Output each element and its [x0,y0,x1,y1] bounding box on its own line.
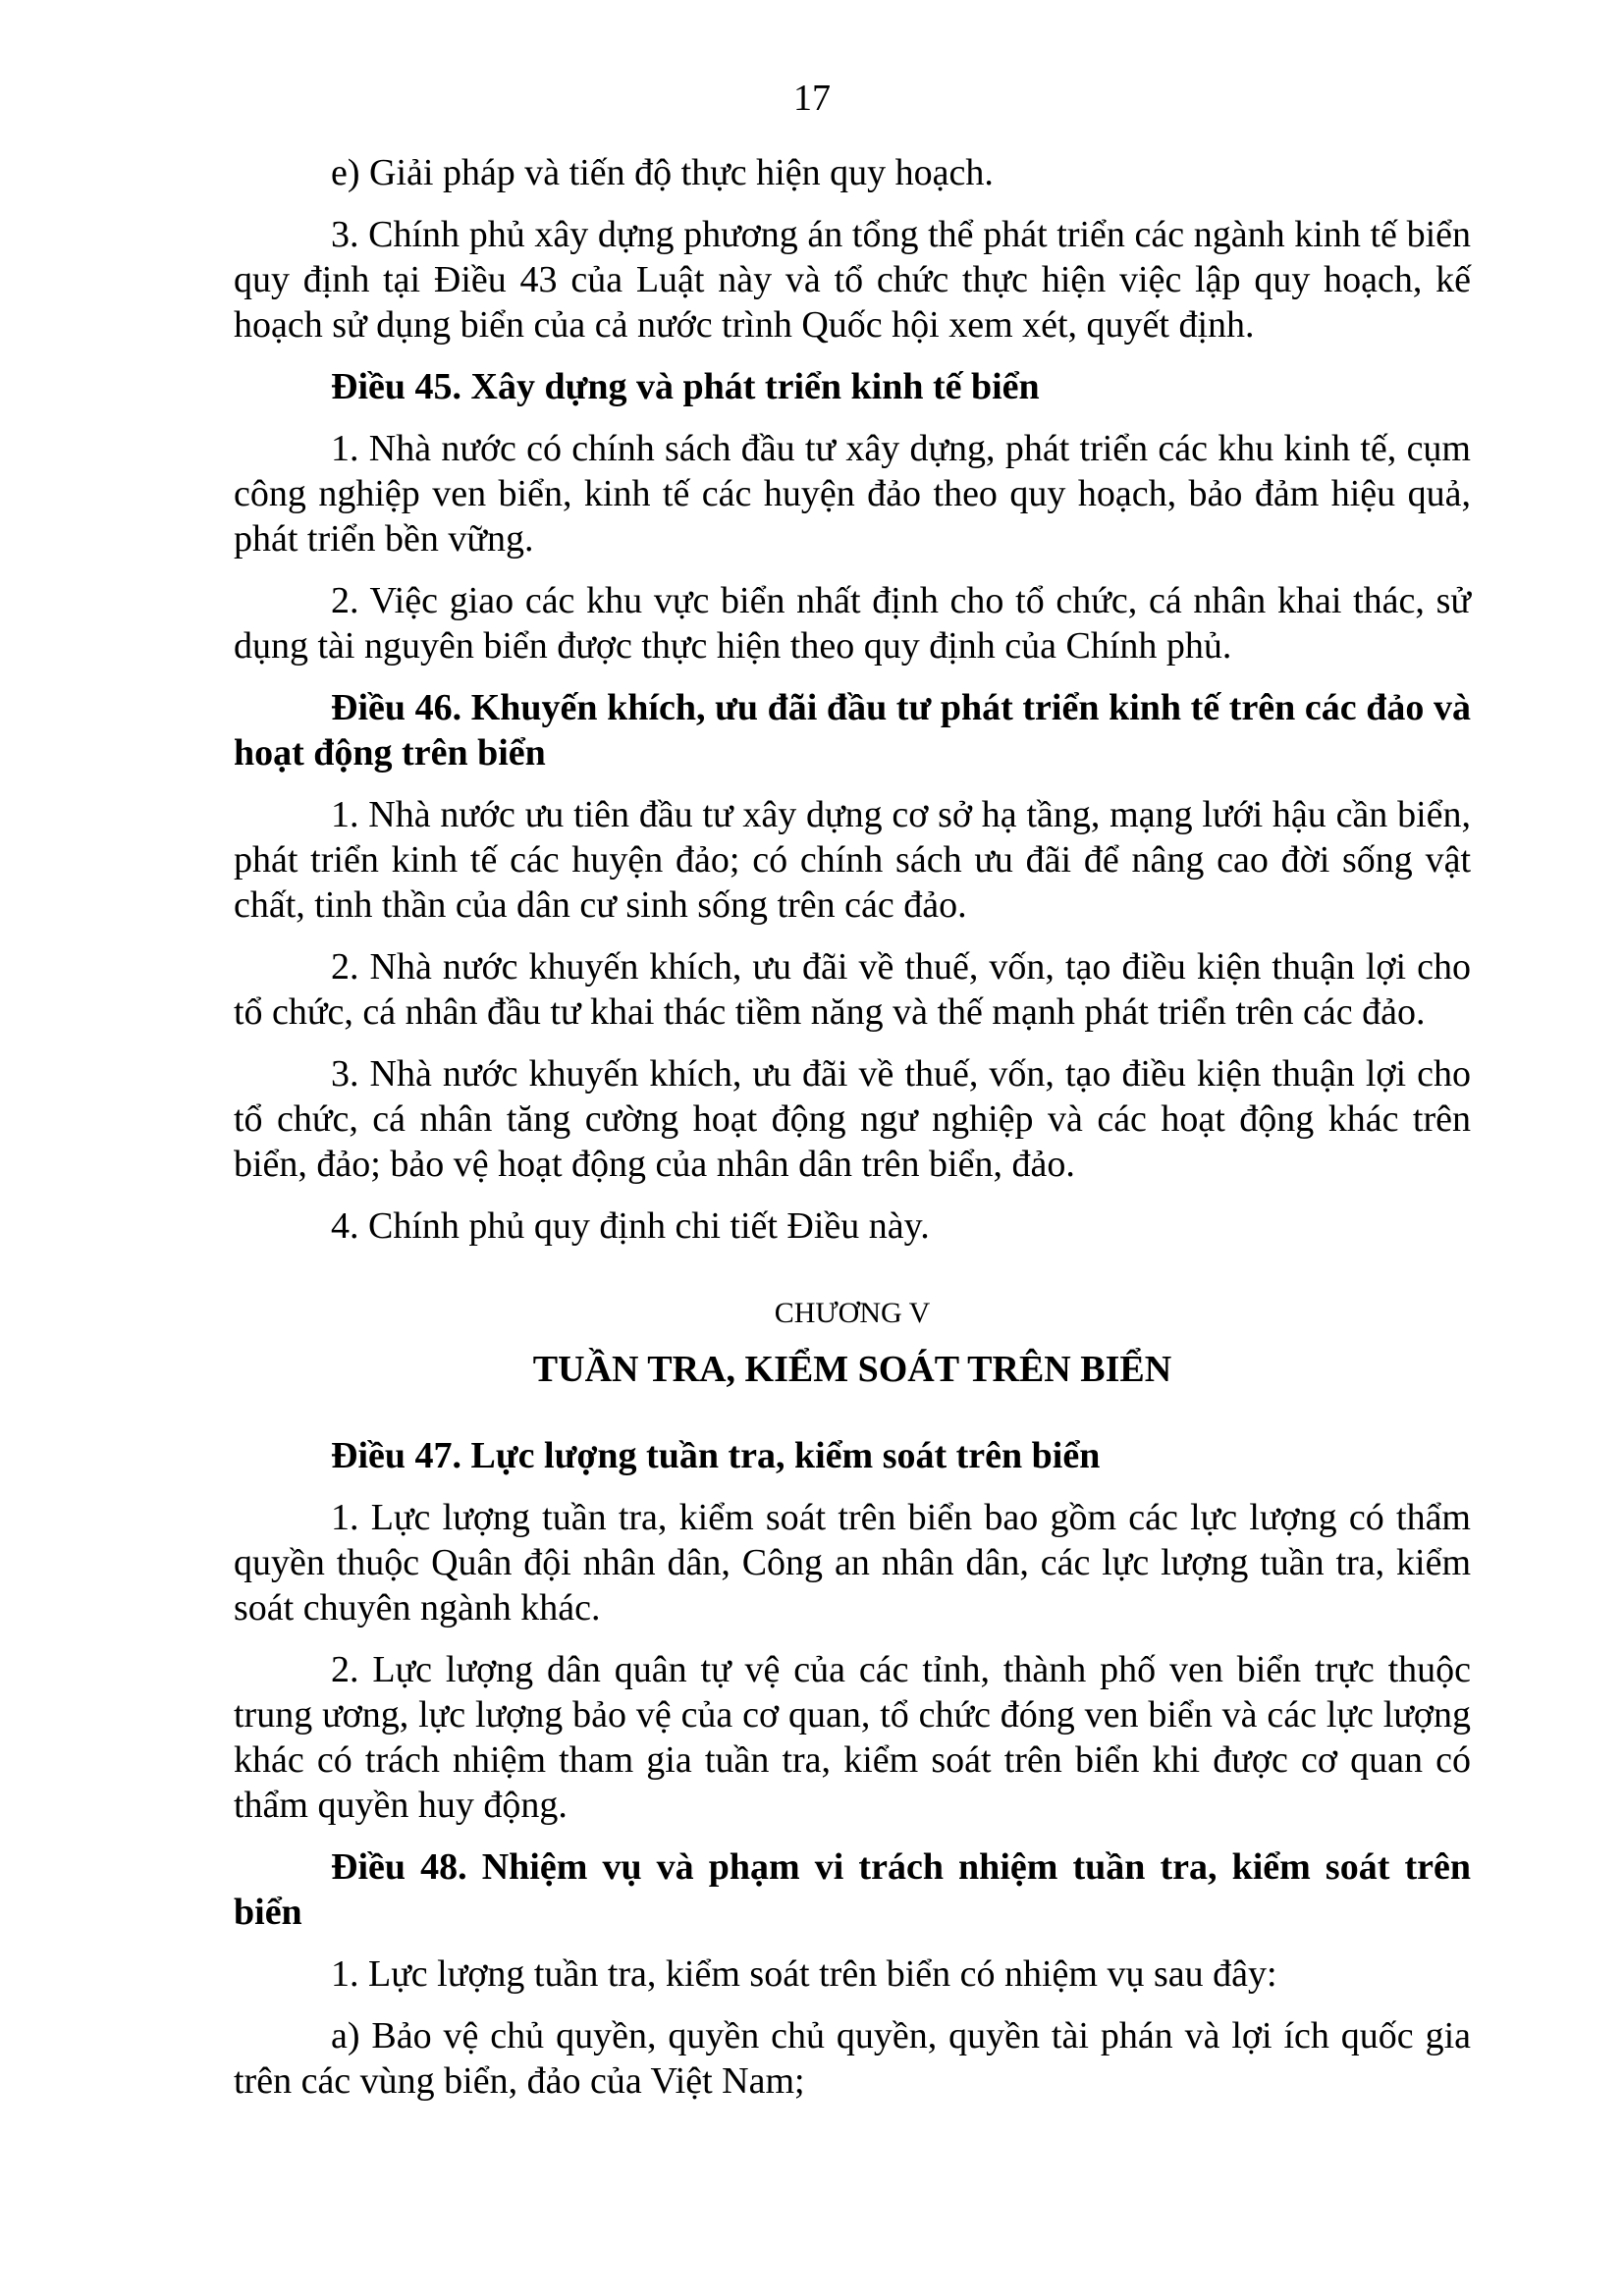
paragraph: a) Bảo vệ chủ quyền, quyền chủ quyền, quyền tài phán và lợi ích quốc gia trên các vùng biển, đảo của Việt Nam; [234,2015,1471,2102]
paragraph: 1. Nhà nước có chính sách đầu tư xây dựng, phát triển các khu kinh tế, cụm công nghiệp ven biển, kinh tế các huyện đảo theo quy hoạch, bảo đảm hiệu quả, phát triển bền vững. [234,428,1471,560]
chapter-label: CHƯƠNG V [774,1297,931,1329]
paragraph: 1. Lực lượng tuần tra, kiểm soát trên biển bao gồm các lực lượng có thẩm quyền thuộc Quân đội nhân dân, Công an nhân dân, các lực lượng tuần tra, kiểm soát chuyên ngành khác. [234,1497,1471,1629]
article-heading-46: Điều 46. Khuyến khích, ưu đãi đầu tư phát triển kinh tế trên các đảo và hoạt động trên biển [234,687,1471,774]
article-heading-45: Điều 45. Xây dựng và phát triển kinh tế biển [331,366,1040,407]
article-heading-47: Điều 47. Lực lượng tuần tra, kiểm soát trên biển [331,1435,1101,1476]
page-number: 17 [793,78,831,119]
paragraph: 4. Chính phủ quy định chi tiết Điều này. [331,1205,930,1247]
document-body [234,150,1471,2120]
paragraph: 3. Nhà nước khuyến khích, ưu đãi về thuế, vốn, tạo điều kiện thuận lợi cho tổ chức, cá nhân tăng cường hoạt động ngư nghiệp và các hoạt động khác trên biển, đảo; bảo vệ hoạt động của nhân dân trên biển, đảo. [234,1053,1471,1185]
paragraph: 2. Nhà nước khuyến khích, ưu đãi về thuế, vốn, tạo điều kiện thuận lợi cho tổ chức, cá nhân đầu tư khai thác tiềm năng và thế mạnh phát triển trên các đảo. [234,946,1471,1033]
paragraph: 2. Việc giao các khu vực biển nhất định cho tổ chức, cá nhân khai thác, sử dụng tài nguyên biển được thực hiện theo quy định của Chính phủ. [234,580,1471,667]
paragraph: 1. Nhà nước ưu tiên đầu tư xây dựng cơ sở hạ tầng, mạng lưới hậu cần biển, phát triển kinh tế các huyện đảo; có chính sách ưu đãi để nâng cao đời sống vật chất, tinh thần của dân cư sinh sống trên các đảo. [234,794,1471,926]
chapter-title: TUẦN TRA, KIỂM SOÁT TRÊN BIỂN [532,1349,1172,1390]
paragraph: 2. Lực lượng dân quân tự vệ của các tỉnh, thành phố ven biển trực thuộc trung ương, lực lượng bảo vệ của cơ quan, tổ chức đóng ven biển và các lực lượng khác có trách nhiệm tham gia tuần tra, kiểm soát trên biển khi được cơ quan có thẩm quyền huy động. [234,1649,1471,1826]
paragraph: 3. Chính phủ xây dựng phương án tổng thể phát triển các ngành kinh tế biển quy định tại Điều 43 của Luật này và tổ chức thực hiện việc lập quy hoạch, kế hoạch sử dụng biển của cả nước trình Quốc hội xem xét, quyết định. [234,214,1471,346]
paragraph: e) Giải pháp và tiến độ thực hiện quy hoạch. [331,152,994,193]
article-heading-48: Điều 48. Nhiệm vụ và phạm vi trách nhiệm tuần tra, kiểm soát trên biển [234,1846,1471,1933]
paragraph: 1. Lực lượng tuần tra, kiểm soát trên biển có nhiệm vụ sau đây: [331,1953,1277,1995]
